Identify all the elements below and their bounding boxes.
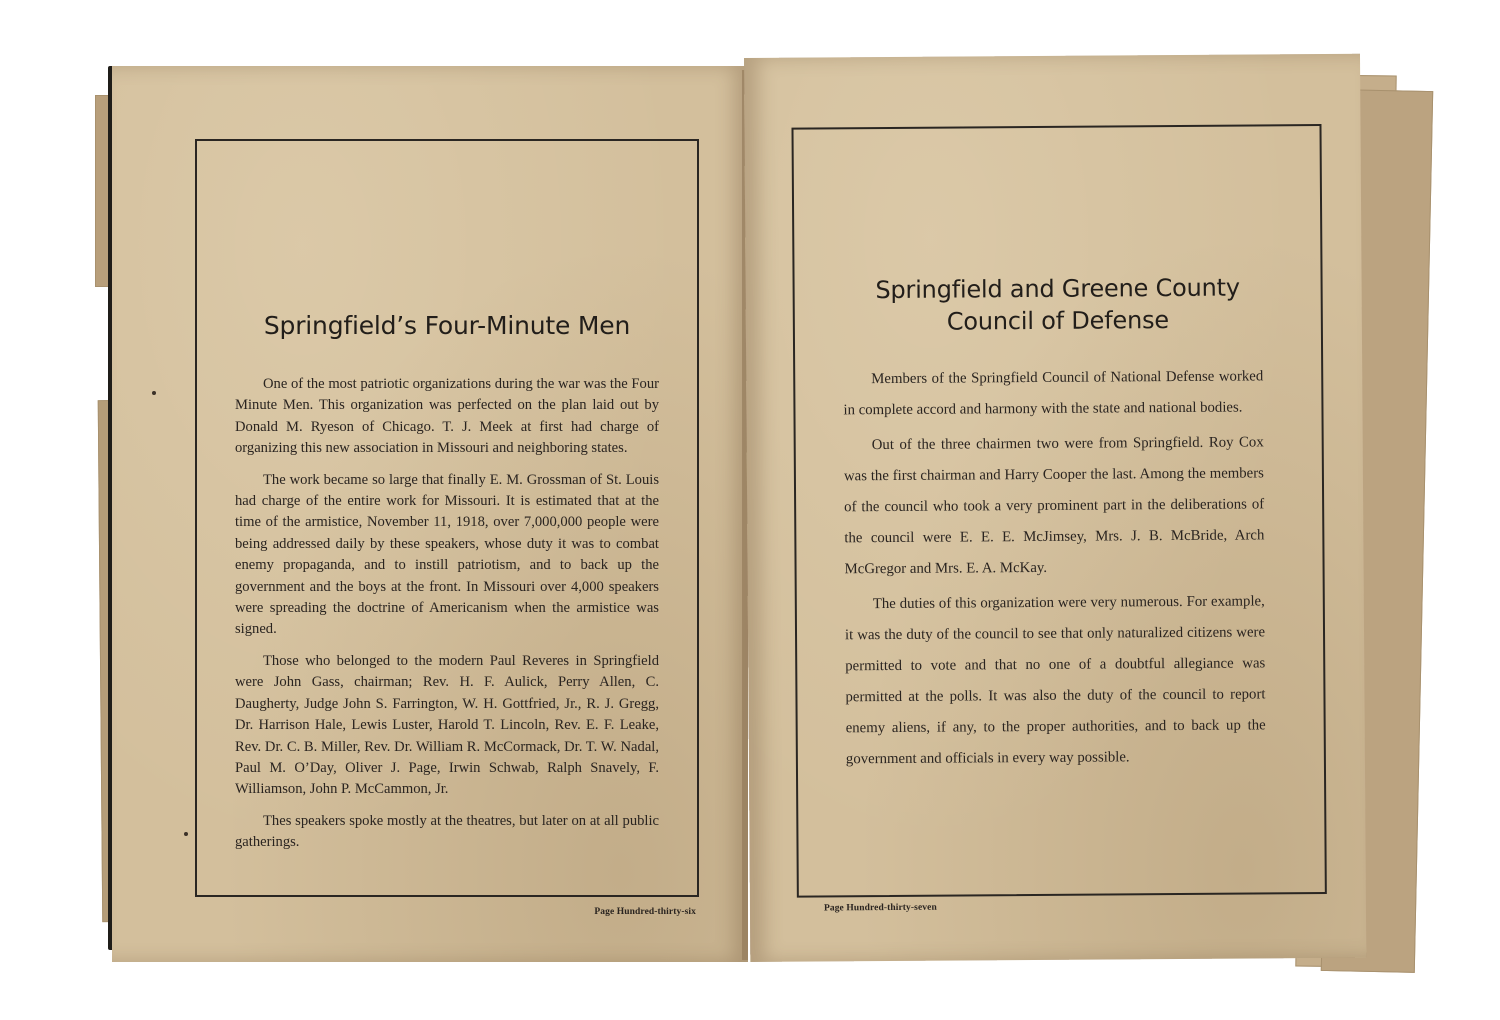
paper-speck	[152, 391, 156, 395]
paragraph: The work became so large that finally E. M. Grossman of St. Louis had charge of the entire work for Missouri. It is estimated that at the time of the armistice, November 11, 1918, over 7,000,000 people were being addressed daily by these speakers, whose duty it was to combat enemy propaganda, and to instill patriotism, and to back up the government and the boys at the front. In Missouri over 4,000 speakers were spreading the doctrine of Americanism when the armistice was signed.	[235, 471, 659, 638]
left-page-title: Springfield’s Four-Minute Men	[263, 311, 631, 340]
paragraph: One of the most patriotic organizations during the war was the Four Minute Men. This organization was perfected on the plan laid out by Donald M. Ryeson of Chicago. T. J. Meek at first had charge of organizing this new association in Missouri and neighboring states.	[235, 376, 659, 457]
paper-speck	[184, 832, 188, 836]
page-number: Page Hundred-thirty-seven	[823, 902, 937, 914]
paragraph: Members of the Springfield Council of National Defense worked in complete accord and harmony with the state and national bodies.	[843, 368, 1264, 419]
paragraph: Those who belonged to the modern Paul Reveres in Springfield were John Gass, chairman; Rev. H. F. Aulick, Perry Allen, C. Daugherty, Judge John S. Farrington, W. H. Gottfried, Jr., R. J. Gregg, Dr. Harrison Hale, Lewis Luster, Harold T. Lincoln, Rev. E. F. Leake, Rev. Dr. C. B. Miller, Rev. Dr. William R. McCormack, Dr. T. W. Nadal, Paul M. O’Day, Oliver J. Page, Irwin Schwab, Ralph Snavely, F. Williamson, John P. McCammon, Jr.	[235, 652, 659, 798]
title-line: Council of Defense	[946, 306, 1169, 336]
paragraph: Out of the three chairmen two were from Springfield. Roy Cox was the first chairman and Harry Cooper the last. Among the members of the council who took a very prominent part in the deliberations of the council were E. E. E. McJimsey, Mrs. J. B. McBride, Arch McGregor and Mrs. E. A. McKay.	[843, 434, 1265, 578]
right-page-title	[815, 271, 1301, 338]
page-border	[791, 124, 1326, 898]
paragraph: Thes speakers spoke mostly at the theatres, but later on at all public gatherings.	[235, 812, 659, 851]
right-page	[744, 54, 1366, 962]
left-page-body	[235, 374, 659, 864]
page-number: Page Hundred-thirty-six	[594, 907, 696, 917]
right-page-body	[843, 361, 1266, 779]
title-line: Springfield and Greene County	[875, 273, 1240, 305]
left-page	[112, 66, 748, 962]
paragraph: The duties of this organization were very numerous. For example, it was the duty of the council to see that only naturalized citizens were permitted to vote and that no one of a doubtful allegiance was permitted at the polls. It was also the duty of the council to report enemy aliens, if any, to the proper authorities, and to back up the government and officials in every way possible.	[844, 593, 1266, 768]
page-border	[195, 139, 699, 897]
show-through-text	[237, 279, 657, 306]
